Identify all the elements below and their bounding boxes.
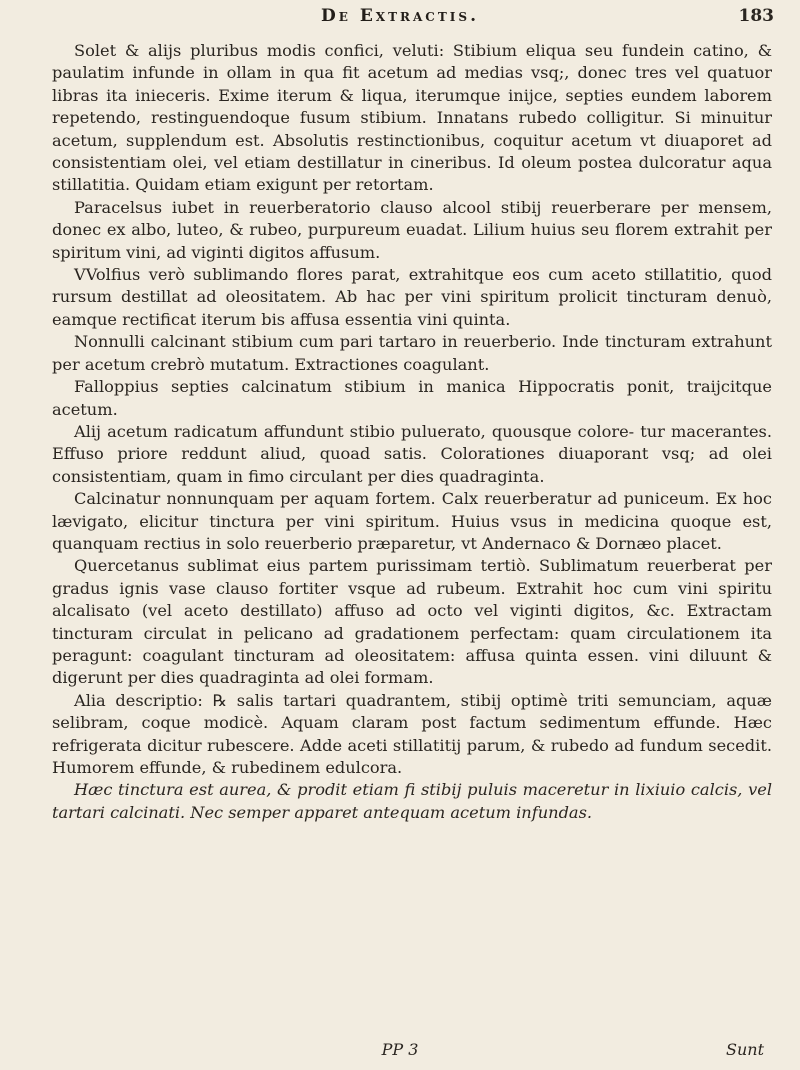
- signature-mark: PP 3: [381, 1040, 419, 1059]
- page-footer: [0, 1040, 800, 1064]
- paragraph-alij: Alij acetum radicatum affundunt stibio puluerato, quousque colore- tur macerantes. Effuso priore reddunt aliud, quoad satis. Colorationes diuaporant vsq; ad olei consistentiam, quam in fimo circulant per dies quadraginta.: [52, 421, 772, 486]
- paragraph-falloppius: Falloppius septies calcinatum stibium in manica Hippocratis ponit, traijcitque acetum.: [52, 377, 772, 419]
- body-text: [52, 40, 772, 824]
- paragraph-stibium-method: Solet & alijs pluribus modis confici, veluti: Stibium eliqua seu fundein catino, & paulatim infunde in ollam in qua fit acetum ad medias vsq;, donec tres vel quatuor libras ita inieceris. Exime iterum & liqua, iterumque inijce, septies eundem laborem repetendo, restinguendoque fusum stibium. Innatans rubedo colligitur. Si minuitur acetum, supplendum est. Absolutis restinctionibus, coquitur acetum vt diuaporet ad consistentiam olei, vel etiam destillatur in cineribus. Id oleum postea dulcoratur aqua stillatitia. Quidam etiam exigunt per retortam.: [52, 41, 772, 195]
- paragraph-note: Hæc tinctura est aurea, & prodit etiam fi stibij puluis maceretur in lixiuio calcis, vel tartari calcinati. Nec semper apparet antequam acetum infundas.: [52, 780, 772, 822]
- paragraph-paracelsus: Paracelsus iubet in reuerberatorio clauso alcool stibij reuerberare per mensem, donec ex albo, luteo, & rubeo, purpureum euadat. Lilium huius seu florem extrahit per spiritum vini, ad viginti digitos affusum.: [52, 197, 772, 262]
- catchword: Sunt: [726, 1040, 764, 1059]
- paragraph-quercetanus: Quercetanus sublimat eius partem purissimam tertiò. Sublimatum reuerberat per gradus ignis vase clauso fortiter vsque ad rubeum. Extrahit hoc cum vini spiritu alcalisato (vel aceto destillato) affuso ad octo vel viginti digitos, &c. Extractam tincturam circulat in pelicano ad gradationem perfectam: quam circulationem ita peragunt: coagulant tincturam ad oleositatem: affusa quinta essen. vini diluunt & digerunt per dies quadraginta ad olei formam.: [52, 556, 772, 688]
- paragraph-nonnulli: Nonnulli calcinant stibium cum pari tartaro in reuerberio. Inde tincturam extrahunt per acetum crebrò mutatum. Extractiones coagulant.: [52, 332, 772, 374]
- paragraph-alia-descriptio: Alia descriptio: ℞ salis tartari quadrantem, stibij optimè triti semunciam, aquæ selibram, coque modicè. Aquam claram post factum sedimentum effunde. Hæc refrigerata dicitur rubescere. Adde aceti stillatitij parum, & rubedo ad fundum secedit. Humorem effunde, & rubedinem edulcora.: [52, 690, 772, 777]
- page-header: [0, 6, 800, 36]
- paragraph-wolfius: VVolfius verò sublimando flores parat, extrahitque eos cum aceto stillatitio, quod rursum destillat ad oleositatem. Ab hac per vini spiritum prolicit tincturam denuò, eamque rectificat iterum bis affusa essentia vini quinta.: [52, 265, 772, 329]
- page-number: 183: [738, 6, 774, 26]
- running-head: De Extractis.: [321, 6, 479, 26]
- paragraph-aqua-fortis: Calcinatur nonnunquam per aquam fortem. Calx reuerberatur ad puniceum. Ex hoc lævigato, elicitur tinctura per vini spiritum. Huius vsus in medicina quoque est, quanquam rectius in solo reuerberio præparetur, vt Andernaco & Dornæo placet.: [52, 489, 772, 553]
